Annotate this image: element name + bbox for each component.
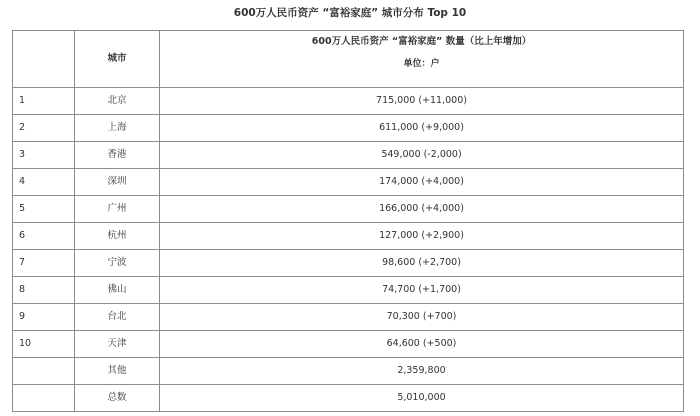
table-row xyxy=(13,277,684,304)
city-cell: 深圳 xyxy=(75,169,160,196)
table-row xyxy=(13,223,684,250)
rank-cell: 8 xyxy=(13,277,75,304)
city-cell: 其他 xyxy=(75,358,160,385)
rank-header xyxy=(13,31,75,88)
value-cell: 611,000 (+9,000) xyxy=(160,115,684,142)
rank-cell xyxy=(13,385,75,412)
city-cell: 佛山 xyxy=(75,277,160,304)
table-row xyxy=(13,331,684,358)
table-row xyxy=(13,250,684,277)
rank-cell: 6 xyxy=(13,223,75,250)
value-cell: 5,010,000 xyxy=(160,385,684,412)
value-cell: 98,600 (+2,700) xyxy=(160,250,684,277)
rank-cell xyxy=(13,358,75,385)
city-distribution-table xyxy=(12,30,684,412)
value-cell: 64,600 (+500) xyxy=(160,331,684,358)
table-row xyxy=(13,196,684,223)
table-row xyxy=(13,169,684,196)
city-cell: 上海 xyxy=(75,115,160,142)
page-title: 600万人民币资产 “富裕家庭” 城市分布 Top 10 xyxy=(233,7,467,19)
value-header-title: 600万人民币资产 “富裕家庭” 数量（比上年增加） xyxy=(311,36,532,47)
table-row xyxy=(13,142,684,169)
value-header xyxy=(160,31,684,88)
city-cell: 宁波 xyxy=(75,250,160,277)
city-cell: 台北 xyxy=(75,304,160,331)
city-cell: 天津 xyxy=(75,331,160,358)
city-cell: 总数 xyxy=(75,385,160,412)
rank-cell: 10 xyxy=(13,331,75,358)
table-header-row xyxy=(13,31,684,88)
city-header: 城市 xyxy=(75,31,160,88)
table-row xyxy=(13,115,684,142)
table-row xyxy=(13,304,684,331)
city-cell: 北京 xyxy=(75,88,160,115)
table-row xyxy=(13,385,684,412)
city-cell: 杭州 xyxy=(75,223,160,250)
rank-cell: 9 xyxy=(13,304,75,331)
value-cell: 74,700 (+1,700) xyxy=(160,277,684,304)
value-cell: 2,359,800 xyxy=(160,358,684,385)
rank-cell: 7 xyxy=(13,250,75,277)
rank-cell: 1 xyxy=(13,88,75,115)
table-row xyxy=(13,88,684,115)
rank-cell: 5 xyxy=(13,196,75,223)
value-cell: 70,300 (+700) xyxy=(160,304,684,331)
value-cell: 715,000 (+11,000) xyxy=(160,88,684,115)
rank-cell: 4 xyxy=(13,169,75,196)
city-cell: 广州 xyxy=(75,196,160,223)
rank-cell: 3 xyxy=(13,142,75,169)
city-cell: 香港 xyxy=(75,142,160,169)
value-cell: 166,000 (+4,000) xyxy=(160,196,684,223)
value-cell: 127,000 (+2,900) xyxy=(160,223,684,250)
rank-cell: 2 xyxy=(13,115,75,142)
value-cell: 549,000 (-2,000) xyxy=(160,142,684,169)
value-cell: 174,000 (+4,000) xyxy=(160,169,684,196)
value-header-unit: 单位：户 xyxy=(403,59,440,69)
table-row xyxy=(13,358,684,385)
